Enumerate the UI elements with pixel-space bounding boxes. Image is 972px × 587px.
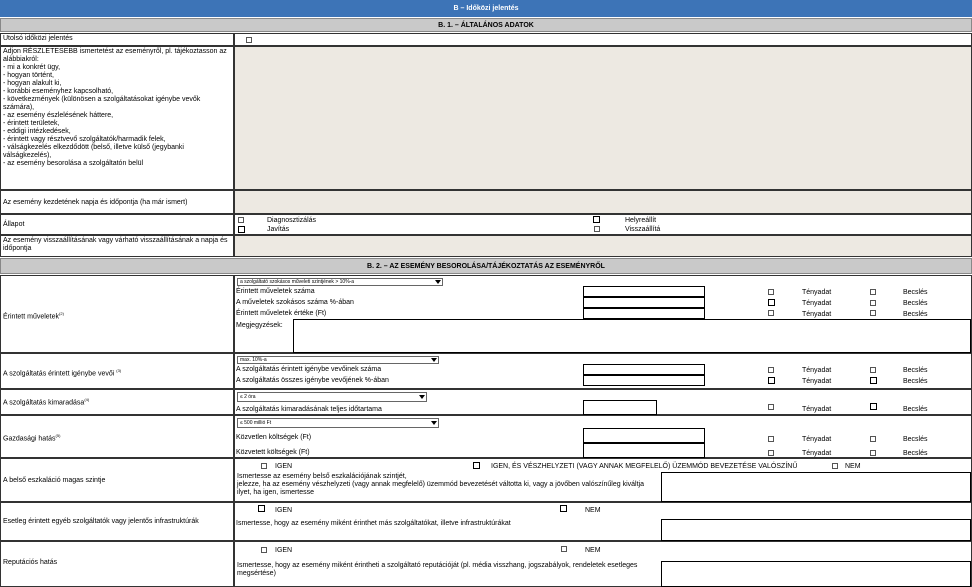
status-recover-label: Helyreállít xyxy=(625,217,657,224)
escalation-description: Ismertesse az esemény belső eszkalációjának szintjét, jelezze, ha az esemény vészhelyzeti (vagy annak megfelelő) üzemmód bevezetését váltotta ki, vagy a jövőben valószínűleg kiváltja ilyet, ha igen, ismertesse xyxy=(237,473,644,496)
last-report-cell xyxy=(234,33,972,46)
ops-cell xyxy=(234,275,972,353)
econ-direct-fact-checkbox[interactable] xyxy=(768,436,774,442)
econ-indirect-fact-label: Tényadat xyxy=(802,450,832,457)
downtime-cell xyxy=(234,389,972,415)
chevron-down-icon xyxy=(431,358,437,362)
users-count-est-label: Becslés xyxy=(903,367,928,374)
ops-notes-label: Megjegyzések: xyxy=(236,322,283,329)
ops-count-est-label: Becslés xyxy=(903,289,928,296)
econ-select[interactable] xyxy=(237,418,439,428)
reputation-yes-checkbox[interactable] xyxy=(261,547,267,553)
status-diagnosis-label: Diagnosztizálás xyxy=(267,217,317,224)
ops-count-fact-label: Tényadat xyxy=(802,289,832,296)
ops-label-sup: (2) xyxy=(59,311,64,316)
ops-percent-fact-label: Tényadat xyxy=(802,300,832,307)
chevron-down-icon xyxy=(435,280,441,284)
ops-label-text: Érintett műveletek xyxy=(3,313,60,321)
econ-label xyxy=(0,415,234,458)
escalation-yes-label: IGEN xyxy=(275,463,293,470)
econ-label-text: Gazdasági hatás xyxy=(3,435,56,443)
econ-direct-est-label: Becslés xyxy=(903,436,928,443)
users-label xyxy=(0,353,234,389)
downtime-duration-input[interactable] xyxy=(583,400,657,415)
reputation-yes-label: IGEN xyxy=(275,547,293,554)
start-date-field[interactable] xyxy=(234,190,972,214)
econ-indirect-fact-checkbox[interactable] xyxy=(768,450,774,456)
users-count-fact-checkbox[interactable] xyxy=(768,367,774,373)
users-select[interactable] xyxy=(237,356,439,364)
users-cell xyxy=(234,353,972,389)
chevron-down-icon xyxy=(431,421,437,425)
infra-yes-checkbox[interactable] xyxy=(258,505,265,512)
infra-no-checkbox[interactable] xyxy=(560,505,567,512)
ops-count-input[interactable] xyxy=(583,286,705,297)
escalation-no-label: NEM xyxy=(845,463,861,470)
downtime-fact-label: Tényadat xyxy=(802,406,832,413)
ops-percent-est-checkbox[interactable] xyxy=(870,300,876,306)
ops-value-fact-checkbox[interactable] xyxy=(768,310,774,316)
users-percent-fact-label: Tényadat xyxy=(802,378,832,385)
form-title: B – Időközi jelentés xyxy=(0,0,972,17)
downtime-select-value: ≤ 2 óra xyxy=(240,394,256,400)
downtime-fact-checkbox[interactable] xyxy=(768,404,774,410)
infra-no-label: NEM xyxy=(585,507,601,514)
escalation-label: A belső eszkaláció magas szintje xyxy=(0,458,234,502)
users-count-fact-label: Tényadat xyxy=(802,367,832,374)
reputation-no-checkbox[interactable] xyxy=(561,546,567,552)
restore-date-label: Az esemény visszaállításának vagy várható visszaállításának a napja és időpontja xyxy=(0,235,234,257)
status-restore-checkbox[interactable] xyxy=(594,226,600,232)
escalation-detail-field[interactable] xyxy=(661,472,971,502)
status-restore-label: Visszaállítá xyxy=(625,226,661,233)
ops-select[interactable] xyxy=(237,278,443,286)
last-report-checkbox[interactable] xyxy=(246,37,252,43)
status-repair-checkbox[interactable] xyxy=(238,226,245,233)
econ-cell xyxy=(234,415,972,458)
escalation-yes-emergency-label: IGEN, ÉS VÉSZHELYZETI (VAGY ANNAK MEGFELELŐ) ÜZEMMÓD BEVEZETÉSE VALÓSZÍNŰ xyxy=(491,463,798,470)
econ-direct-est-checkbox[interactable] xyxy=(870,436,876,442)
users-count-est-checkbox[interactable] xyxy=(870,367,876,373)
restore-date-field[interactable] xyxy=(234,235,972,257)
downtime-est-label: Becslés xyxy=(903,406,928,413)
infra-cell xyxy=(234,502,972,541)
users-percent-est-label: Becslés xyxy=(903,378,928,385)
users-percent-fact-checkbox[interactable] xyxy=(768,377,775,384)
econ-indirect-est-checkbox[interactable] xyxy=(870,450,876,456)
ops-count-label: Érintett műveletek száma xyxy=(236,288,315,295)
econ-label-sup: (5) xyxy=(55,433,61,438)
start-date-label: Az esemény kezdetének napja és időpontja (ha már ismert) xyxy=(0,190,234,214)
status-repair-label: Javítás xyxy=(267,226,290,233)
reputation-cell xyxy=(234,541,972,587)
econ-direct-label: Közvetlen költségek (Ft) xyxy=(236,434,312,441)
users-percent-est-checkbox[interactable] xyxy=(870,377,877,384)
ops-percent-input[interactable] xyxy=(583,297,705,308)
ops-count-fact-checkbox[interactable] xyxy=(768,289,774,295)
econ-direct-input[interactable] xyxy=(583,428,705,443)
section-b2-header: B. 2. – AZ ESEMÉNY BESOROLÁSA/TÁJÉKOZTATÁS AZ ESEMÉNYRŐL xyxy=(0,258,972,274)
downtime-label-sup: (4) xyxy=(84,397,90,402)
last-report-label: Utolsó időközi jelentés xyxy=(0,33,234,46)
downtime-est-checkbox[interactable] xyxy=(870,403,877,410)
downtime-duration-label: A szolgáltatás kimaradásának teljes időtartama xyxy=(236,406,382,413)
ops-value-est-label: Becslés xyxy=(903,311,928,318)
ops-notes-field[interactable] xyxy=(293,319,971,353)
downtime-label-text: A szolgáltatás kimaradása xyxy=(3,399,85,407)
downtime-label xyxy=(0,389,234,415)
ops-value-fact-label: Tényadat xyxy=(802,311,832,318)
infra-label: Esetleg érintett egyéb szolgáltatók vagy jelentős infrastruktúrák xyxy=(0,502,234,541)
section-b1-header: B. 1. – ÁLTALÁNOS ADATOK xyxy=(0,18,972,32)
ops-value-label: Érintett műveletek értéke (Ft) xyxy=(236,310,327,317)
econ-indirect-input[interactable] xyxy=(583,443,705,458)
econ-select-value: ≤ 500 millió Ft xyxy=(240,420,272,426)
status-recover-checkbox[interactable] xyxy=(593,216,600,223)
status-label: Állapot xyxy=(0,214,234,235)
status-diagnosis-checkbox[interactable] xyxy=(238,217,244,223)
reputation-label: Reputációs hatás xyxy=(0,541,234,587)
users-count-input[interactable] xyxy=(583,364,705,375)
ops-value-input[interactable] xyxy=(583,308,705,319)
status-cell xyxy=(234,214,972,235)
users-label-text: A szolgáltatás érintett igénybe vevői xyxy=(3,370,115,378)
users-count-label: A szolgáltatás érintett igénybe vevőinek száma xyxy=(236,366,382,373)
reputation-detail-field[interactable] xyxy=(661,561,971,587)
ops-label xyxy=(0,275,234,353)
reputation-description: Ismertesse, hogy az esemény miként érintheti a szolgáltató reputációját (pl. média visszhang, jogszabályok, rendeletek esetleges megsértése) xyxy=(237,562,638,577)
infra-description: Ismertesse, hogy az esemény miként érinthet más szolgáltatókat, illetve infrastruktúrákat xyxy=(236,520,511,527)
econ-indirect-label: Közvetett költségek (Ft) xyxy=(236,449,310,456)
description-label: Adjon RÉSZLETESEBB ismertetést az eseményről, pl. tájékoztasson az alábbiakról: - mi a konkrét ügy, - hogyan történt, - hogyan alakult ki, - korábbi eseményhez kapcsolható, - következmények (különösen a szolgáltatásokat igénybe vevők számára), - az esemény észlelésének háttere, - érintett területek, - eddigi intézkedések, - érintett vagy résztvevő szolgáltatók/harmadik felek, - válságkezelés elkezdődött (belső, illetve külső (jegybanki válságkezelés), - az esemény besorolása a szolgáltatón belül xyxy=(0,46,234,190)
users-select-value: max. 10%-a xyxy=(240,357,267,363)
escalation-yes-emergency-checkbox[interactable] xyxy=(473,462,480,469)
users-percent-label: A szolgáltatás összes igénybe vevőjének %-ában xyxy=(236,377,389,384)
ops-percent-est-label: Becslés xyxy=(903,300,928,307)
chevron-down-icon xyxy=(419,395,425,399)
infra-yes-label: IGEN xyxy=(275,507,293,514)
econ-direct-fact-label: Tényadat xyxy=(802,436,832,443)
downtime-select[interactable] xyxy=(237,392,427,402)
escalation-yes-checkbox[interactable] xyxy=(261,463,267,469)
escalation-cell xyxy=(234,458,972,502)
escalation-no-checkbox[interactable] xyxy=(832,463,838,469)
ops-count-est-checkbox[interactable] xyxy=(870,289,876,295)
users-label-sup: (3) xyxy=(116,368,122,373)
ops-percent-label: A műveletek szokásos száma %-ában xyxy=(236,299,354,306)
econ-indirect-est-label: Becslés xyxy=(903,450,928,457)
infra-detail-field[interactable] xyxy=(661,519,971,541)
ops-percent-fact-checkbox[interactable] xyxy=(768,299,775,306)
description-field[interactable] xyxy=(234,46,972,190)
ops-select-value: a szolgáltató szokásos műveleti szintjének > 10%-a xyxy=(240,279,355,285)
users-percent-input[interactable] xyxy=(583,375,705,386)
reputation-no-label: NEM xyxy=(585,547,601,554)
ops-value-est-checkbox[interactable] xyxy=(870,310,876,316)
